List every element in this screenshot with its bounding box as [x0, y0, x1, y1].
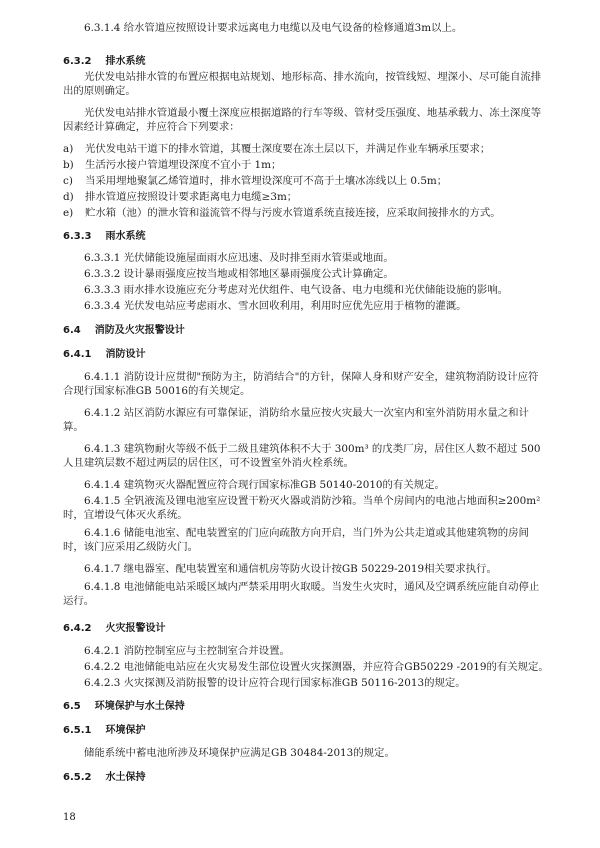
heading-number: 6.4.1 — [63, 349, 92, 360]
list-item-e — [63, 206, 543, 220]
heading-title: 火灾报警设计 — [105, 623, 166, 634]
list-text: 光伏发电站干道下的排水管道，其覆土深度要在冻土层以下，并满足作业车辆承压要求； — [85, 143, 491, 155]
list-item-d — [63, 190, 543, 204]
heading-title: 消防及火灾报警设计 — [94, 325, 185, 336]
list-marker: a) — [63, 143, 74, 155]
heading-title: 消防设计 — [105, 349, 146, 360]
clause-6-4-1-5: 6.4.1.5 全钒液流及锂电池室应设置干粉灭火器或消防沙箱。当单个房间内的电池占地面积≥200m²时，宜增设气体灭火系统。 — [63, 495, 541, 521]
heading-title: 雨水系统 — [105, 231, 146, 242]
heading-6-3-3 — [63, 230, 543, 244]
clause-6-3-3-1: 6.3.3.1 光伏储能设施屋面雨水应迅速、及时排至雨水管渠或地面。 — [84, 252, 394, 264]
heading-title: 环境保护与水土保持 — [94, 701, 185, 712]
heading-number: 6.4 — [63, 325, 81, 336]
list-text: 排水管道应按照设计要求距离电力电缆≥3m； — [85, 191, 298, 203]
heading-6-4-2 — [63, 622, 543, 636]
paragraph-environment: 储能系统中蓄电池所涉及环境保护应满足GB 30484-2013的规定。 — [84, 747, 395, 759]
heading-number: 6.5.2 — [63, 772, 92, 783]
clause-6-4-1-3: 6.4.1.3 建筑物耐火等级不低于二级且建筑体积不大于 300m³ 的戊类厂房，居住区人数不超过 500 人且建筑层数不超过两层的居住区，可不设置室外消火栓系统。 — [63, 443, 541, 469]
list-marker: d) — [63, 191, 74, 203]
clause-6-3-3-2: 6.3.3.2 设计暴雨强度应按当地或相邻地区暴雨强度公式计算确定。 — [84, 268, 394, 280]
heading-6-5 — [63, 700, 543, 714]
clause-6-4-2-1: 6.4.2.1 消防控制室应与主控制室合并设置。 — [84, 645, 290, 657]
heading-title: 环境保护 — [105, 725, 146, 736]
list-item-c — [63, 174, 543, 188]
list-marker: b) — [63, 159, 74, 171]
clause-6-3-3-3: 6.3.3.3 雨水排水设施应充分考虑对光伏组件、电气设备、电力电缆和光伏储能设施的影响。 — [84, 284, 509, 296]
clause-6-4-2-3: 6.4.2.3 火灾探测及消防报警的设计应符合现行国家标准GB 50116-2013的规定。 — [84, 677, 466, 689]
heading-title: 排水系统 — [105, 56, 146, 67]
list-item-b — [63, 158, 543, 172]
clause-6-4-1-1: 6.4.1.1 消防设计应贯彻"预防为主，防消结合"的方针，保障人身和财产安全，建筑物消防设计应符合现行国家标准GB 50016的有关规定。 — [63, 371, 539, 397]
list-marker: c) — [63, 175, 73, 187]
heading-number: 6.4.2 — [63, 623, 92, 634]
list-text: 贮水箱（池）的泄水管和溢流管不得与污废水管道系统直接连接，应采取间接排水的方式。 — [85, 207, 501, 219]
clause-6-4-2-2: 6.4.2.2 电池储能电站应在火灾易发生部位设置火灾探测器，并应符合GB50229 -2019的有关规定。 — [84, 661, 549, 673]
page-number: 18 — [63, 812, 76, 823]
heading-number: 6.3.2 — [63, 56, 92, 67]
paragraph-drain-layout: 光伏发电站排水管的布置应根据电站规划、地形标高、排水流向，按管线短、埋深小、尽可能自流排出的原则确定。 — [63, 71, 542, 97]
paragraph-drain-depth: 光伏发电站排水管道最小覆土深度应根据道路的行车等级、管材受压强度、地基承载力、冻土深度等因素经计算确定，并应符合下列要求： — [63, 107, 542, 133]
heading-title: 水土保持 — [105, 772, 146, 783]
clause-6-4-1-2: 6.4.1.2 站区消防水源应有可靠保证，消防给水量应按火灾最大一次室内和室外消防用水量之和计算。 — [63, 407, 529, 433]
clause-6-4-1-4: 6.4.1.4 建筑物灭火器配置应符合现行国家标准GB 50140-2010的有关规定。 — [84, 479, 445, 491]
clause-6-4-1-6: 6.4.1.6 储能电池室、配电装置室的门应向疏散方向开启，当门外为公共走道或其他建筑物的房间时，该门应采用乙级防火门。 — [63, 527, 529, 553]
heading-6-4-1 — [63, 348, 543, 362]
clause-6-3-1-4: 6.3.1.4 给水管道应按照设计要求远离电力电缆以及电气设备的检修通道3m以上。 — [84, 22, 463, 34]
heading-6-3-2 — [63, 55, 543, 69]
heading-number: 6.3.3 — [63, 231, 92, 242]
heading-number: 6.5.1 — [63, 725, 92, 736]
heading-6-5-2 — [63, 771, 543, 785]
list-text: 当采用埋地聚氯乙烯管道时，排水管埋设深度可不高于土壤冰冻线以上 0.5m； — [85, 175, 448, 187]
heading-number: 6.5 — [63, 701, 81, 712]
heading-6-5-1 — [63, 724, 543, 738]
clause-6-4-1-8: 6.4.1.8 电池储能电站采暖区域内严禁采用明火取暖。当发生火灾时，通风及空调系统应能自动停止运行。 — [63, 581, 540, 607]
list-item-a — [63, 142, 543, 156]
list-text: 生活污水接户管道埋设深度不宜小于 1m； — [85, 159, 282, 171]
list-marker: e) — [63, 207, 74, 219]
clause-6-3-3-4: 6.3.3.4 光伏发电站应考虑雨水、雪水回收利用，利用时应优先应用于植物的灌溉。 — [84, 300, 467, 312]
clause-6-4-1-7: 6.4.1.7 继电器室、配电装置室和通信机房等防火设计按GB 50229-2019相关要求执行。 — [84, 563, 497, 575]
heading-6-4 — [63, 324, 543, 338]
